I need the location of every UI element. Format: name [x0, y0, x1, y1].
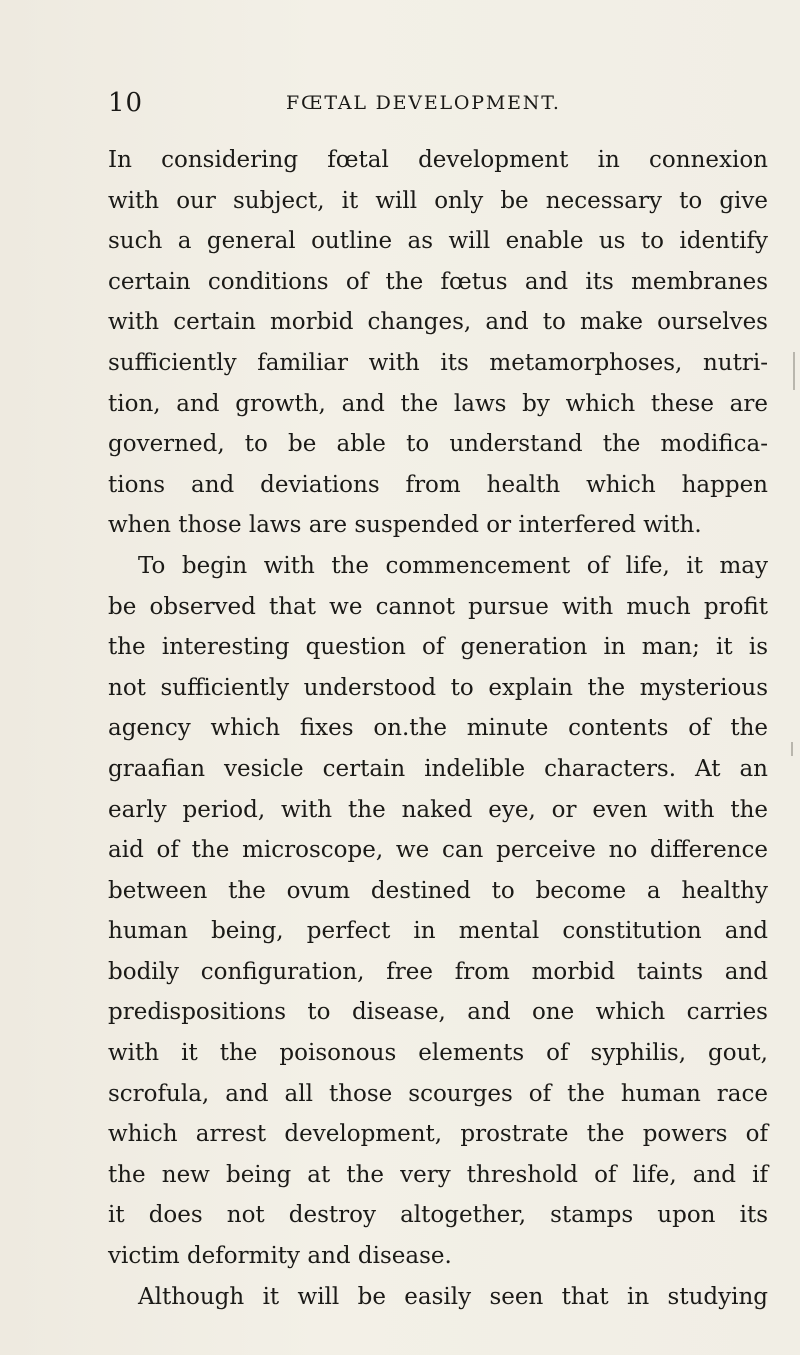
text-line: when those laws are suspended or interfered with. [108, 512, 702, 539]
page-header [108, 88, 768, 122]
running-title: FŒTAL DEVELOPMENT. [286, 92, 561, 114]
text-line: tion, and growth, and the laws by which these are [108, 390, 768, 417]
text-line: such a general outline as will enable us to identify [108, 228, 768, 255]
text-line: sufficiently familiar with its metamorphoses, nutri- [108, 349, 768, 376]
text-line: early period, with the naked eye, or even with the [108, 796, 768, 823]
text-line: the interesting question of generation in man; it is [108, 634, 768, 661]
text-line: it does not destroy altogether, stamps upon its [108, 1202, 768, 1229]
body-text [108, 140, 768, 1317]
text-line: bodily configuration, free from morbid taints and [108, 958, 768, 985]
text-line: predispositions to disease, and one which carries [108, 999, 768, 1026]
text-line: between the ovum destined to become a healthy [108, 877, 768, 904]
text-line: victim deformity and disease. [108, 1243, 452, 1270]
text-line: To begin with the commencement of life, it may [138, 552, 768, 579]
text-line: with our subject, it will only be necessary to give [108, 187, 768, 214]
text-line: not sufficiently understood to explain the mysterious [108, 674, 768, 701]
text-line: the new being at the very threshold of life, and if [108, 1161, 768, 1188]
text-line: with certain morbid changes, and to make ourselves [108, 309, 768, 336]
text-line: agency which fixes on.the minute contents of the [108, 715, 768, 742]
text-line: aid of the microscope, we can perceive no difference [108, 837, 768, 864]
text-line: graafian vesicle certain indelible characters. At an [108, 755, 768, 782]
text-line: human being, perfect in mental constitution and [108, 918, 768, 945]
text-line: be observed that we cannot pursue with much profit [108, 593, 768, 620]
text-line: tions and deviations from health which happen [108, 471, 768, 498]
margin-mark [791, 742, 793, 756]
text-line: certain conditions of the fœtus and its membranes [108, 268, 768, 295]
page-number: 10 [108, 88, 144, 118]
text-line: which arrest development, prostrate the powers of [108, 1121, 768, 1148]
text-line: Although it will be easily seen that in studying [138, 1283, 768, 1310]
text-line: with it the poisonous elements of syphilis, gout, [108, 1040, 768, 1067]
text-line: In considering fœtal development in connexion [108, 147, 768, 173]
text-line: scrofula, and all those scourges of the human race [108, 1080, 768, 1107]
margin-mark [793, 352, 795, 390]
text-line: governed, to be able to understand the modifica- [108, 431, 768, 458]
